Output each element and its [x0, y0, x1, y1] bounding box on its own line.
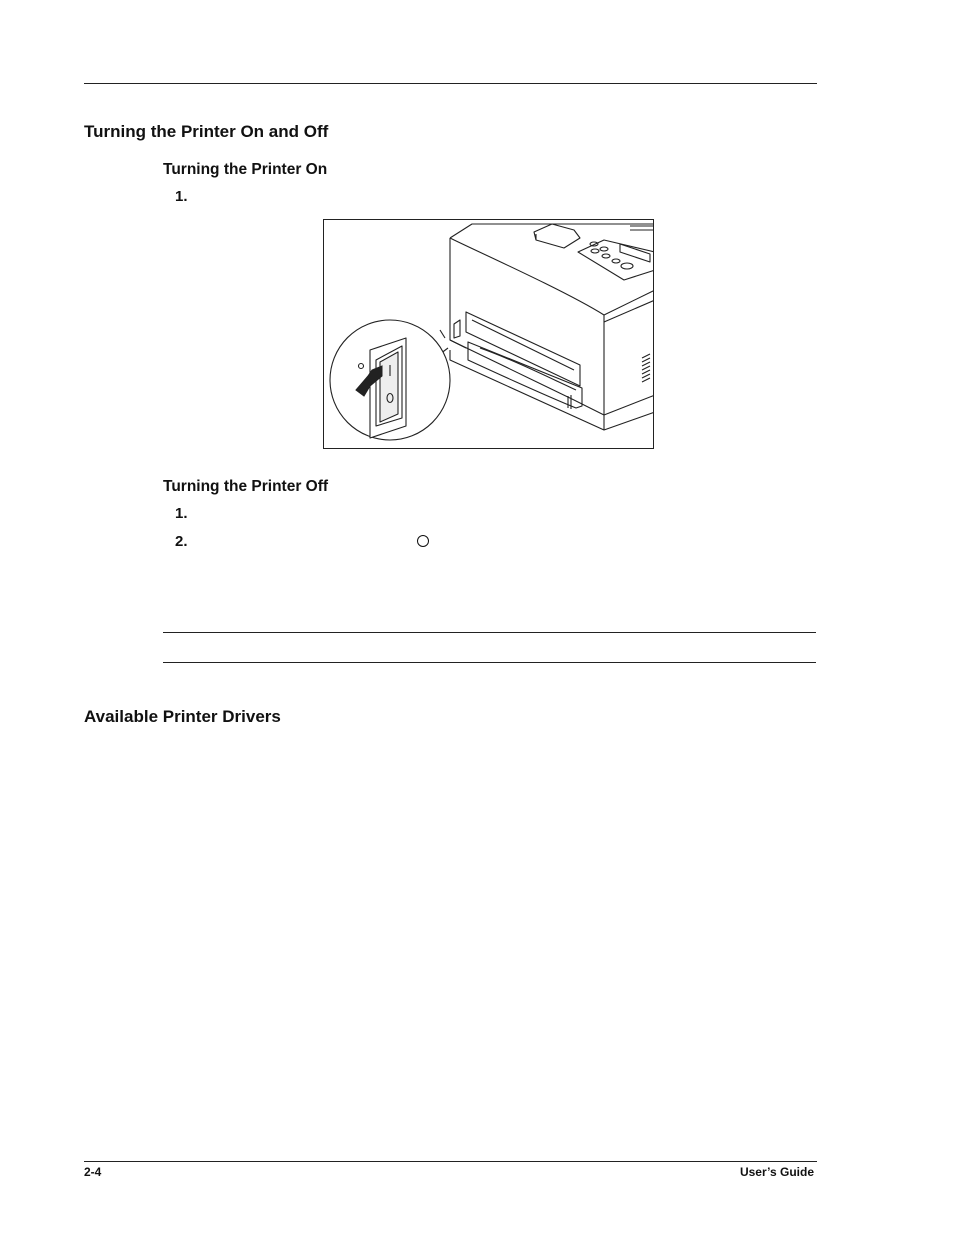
note-bottom-rule	[163, 662, 816, 663]
power-switch-illustration	[324, 220, 654, 449]
step-number: 2.	[175, 533, 188, 550]
guide-title: User’s Guide	[739, 1165, 814, 1179]
note-top-rule	[163, 632, 816, 633]
step-number: 1.	[175, 505, 188, 522]
page-number: 2-4	[84, 1165, 102, 1179]
step-number: 1.	[175, 188, 188, 205]
subheading-turning-on: Turning the Printer On	[163, 161, 328, 178]
section-heading-printer-drivers: Available Printer Drivers	[84, 707, 281, 726]
off-circle-icon	[417, 535, 429, 547]
section-heading-on-off: Turning the Printer On and Off	[84, 122, 329, 141]
header-rule	[84, 83, 817, 84]
footer-rule	[84, 1161, 817, 1162]
printer-power-switch-figure	[323, 219, 654, 449]
subheading-turning-off: Turning the Printer Off	[163, 478, 329, 495]
